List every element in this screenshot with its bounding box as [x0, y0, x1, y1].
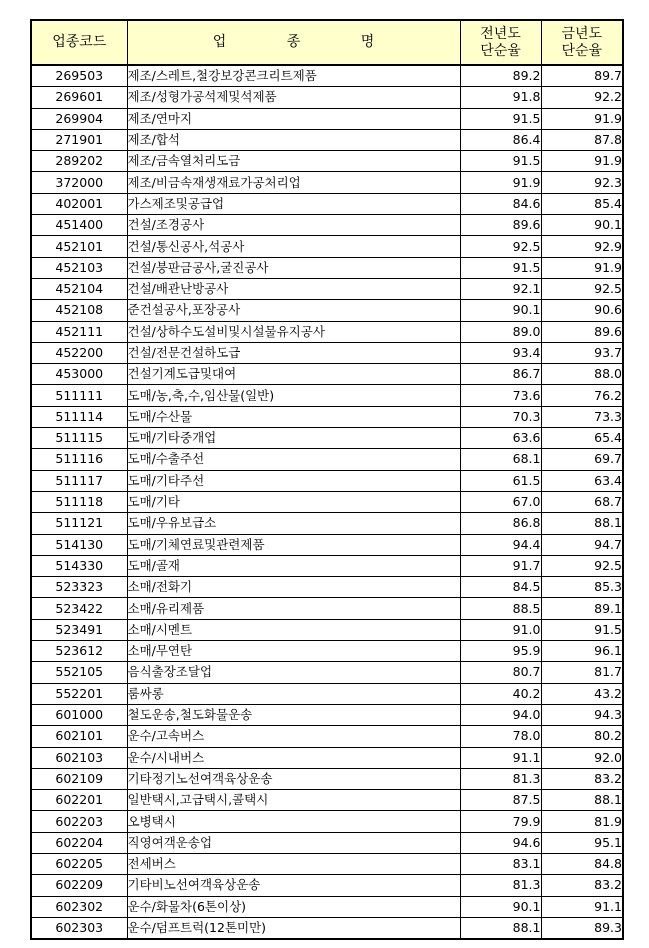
- header-prev-line2: 단순율: [480, 42, 521, 59]
- header-code: 업종코드: [31, 20, 127, 65]
- cell-code: 602209: [31, 875, 127, 896]
- table-row: [31, 619, 623, 640]
- cell-prev-rate: 70.3: [460, 406, 541, 427]
- header-prev-rate: [460, 20, 541, 65]
- cell-prev-rate: 93.4: [460, 342, 541, 363]
- cell-curr-rate: 92.2: [541, 87, 623, 108]
- table-row: [31, 449, 623, 470]
- cell-prev-rate: 40.2: [460, 683, 541, 704]
- cell-code: 269503: [31, 65, 127, 87]
- cell-curr-rate: 81.9: [541, 811, 623, 832]
- table-row: [31, 87, 623, 108]
- cell-code: 511118: [31, 491, 127, 512]
- cell-curr-rate: 76.2: [541, 385, 623, 406]
- cell-name: 도매/기체연료및관련제품: [127, 534, 460, 555]
- cell-name: 도매/수출주선: [127, 449, 460, 470]
- cell-code: 514130: [31, 534, 127, 555]
- table-row: [31, 662, 623, 683]
- cell-prev-rate: 68.1: [460, 449, 541, 470]
- cell-curr-rate: 80.2: [541, 726, 623, 747]
- cell-code: 602109: [31, 768, 127, 789]
- cell-code: 511111: [31, 385, 127, 406]
- table-row: [31, 555, 623, 576]
- table-row: [31, 151, 623, 172]
- cell-name: 철도운송,철도화물운송: [127, 704, 460, 725]
- cell-name: 건설/조경공사: [127, 215, 460, 236]
- cell-code: 511116: [31, 449, 127, 470]
- cell-name: 도매/기타: [127, 491, 460, 512]
- cell-prev-rate: 86.8: [460, 513, 541, 534]
- cell-prev-rate: 90.1: [460, 896, 541, 917]
- cell-name: 운수/화물차(6톤이상): [127, 896, 460, 917]
- cell-curr-rate: 89.1: [541, 598, 623, 619]
- table-row: [31, 129, 623, 150]
- cell-code: 602101: [31, 726, 127, 747]
- cell-prev-rate: 94.4: [460, 534, 541, 555]
- cell-curr-rate: 83.2: [541, 768, 623, 789]
- header-curr-rate: [541, 20, 623, 65]
- table-row: [31, 534, 623, 555]
- table-row: [31, 875, 623, 896]
- cell-curr-rate: 90.6: [541, 300, 623, 321]
- cell-curr-rate: 92.5: [541, 278, 623, 299]
- cell-prev-rate: 87.5: [460, 790, 541, 811]
- cell-name: 제조/스레트,철강보강콘크리트제품: [127, 65, 460, 87]
- cell-code: 602303: [31, 917, 127, 939]
- cell-name: 제조/비금속재생재료가공처리업: [127, 172, 460, 193]
- cell-prev-rate: 89.6: [460, 215, 541, 236]
- table-row: [31, 491, 623, 512]
- table-row: [31, 278, 623, 299]
- cell-name: 도매/기타중개업: [127, 428, 460, 449]
- cell-prev-rate: 89.2: [460, 65, 541, 87]
- table-row: [31, 300, 623, 321]
- cell-name: 소매/시멘트: [127, 619, 460, 640]
- table-row: [31, 768, 623, 789]
- table-row: [31, 726, 623, 747]
- cell-code: 552105: [31, 662, 127, 683]
- cell-curr-rate: 69.7: [541, 449, 623, 470]
- cell-curr-rate: 89.7: [541, 65, 623, 87]
- rate-table: [30, 19, 624, 940]
- cell-name: 도매/우유보급소: [127, 513, 460, 534]
- cell-name: 운수/덤프트럭(12톤미만): [127, 917, 460, 939]
- cell-curr-rate: 84.8: [541, 853, 623, 874]
- cell-prev-rate: 86.7: [460, 364, 541, 385]
- cell-curr-rate: 91.1: [541, 896, 623, 917]
- cell-code: 511117: [31, 470, 127, 491]
- table-row: [31, 917, 623, 939]
- cell-prev-rate: 61.5: [460, 470, 541, 491]
- table-row: [31, 896, 623, 917]
- table-row: [31, 65, 623, 87]
- cell-code: 523422: [31, 598, 127, 619]
- cell-code: 451400: [31, 215, 127, 236]
- cell-curr-rate: 83.2: [541, 875, 623, 896]
- table-row: [31, 790, 623, 811]
- cell-prev-rate: 80.7: [460, 662, 541, 683]
- cell-prev-rate: 91.1: [460, 747, 541, 768]
- cell-curr-rate: 73.3: [541, 406, 623, 427]
- table-row: [31, 364, 623, 385]
- cell-curr-rate: 91.9: [541, 108, 623, 129]
- table-row: [31, 832, 623, 853]
- cell-name: 도매/기타주선: [127, 470, 460, 491]
- cell-curr-rate: 93.7: [541, 342, 623, 363]
- header-prev-line1: 전년도: [480, 25, 521, 42]
- cell-curr-rate: 91.5: [541, 619, 623, 640]
- table-row: [31, 385, 623, 406]
- cell-name: 도매/농,축,수,임산물(일반): [127, 385, 460, 406]
- cell-prev-rate: 91.5: [460, 108, 541, 129]
- cell-curr-rate: 88.1: [541, 790, 623, 811]
- table-row: [31, 704, 623, 725]
- table-row: [31, 406, 623, 427]
- cell-code: 514330: [31, 555, 127, 576]
- cell-name: 건설/통신공사,석공사: [127, 236, 460, 257]
- cell-name: 기타정기노선여객육상운송: [127, 768, 460, 789]
- cell-code: 452103: [31, 257, 127, 278]
- cell-code: 452108: [31, 300, 127, 321]
- table-row: [31, 470, 623, 491]
- cell-name: 기타비노선여객육상운송: [127, 875, 460, 896]
- cell-prev-rate: 91.5: [460, 257, 541, 278]
- cell-name: 전세버스: [127, 853, 460, 874]
- table-row: [31, 428, 623, 449]
- cell-prev-rate: 92.5: [460, 236, 541, 257]
- cell-prev-rate: 63.6: [460, 428, 541, 449]
- cell-prev-rate: 88.1: [460, 917, 541, 939]
- cell-prev-rate: 91.8: [460, 87, 541, 108]
- cell-code: 602204: [31, 832, 127, 853]
- cell-name: 도매/수산물: [127, 406, 460, 427]
- cell-curr-rate: 92.3: [541, 172, 623, 193]
- cell-prev-rate: 91.9: [460, 172, 541, 193]
- cell-prev-rate: 79.9: [460, 811, 541, 832]
- cell-name: 제조/금속열처리도금: [127, 151, 460, 172]
- cell-name: 제조/합석: [127, 129, 460, 150]
- cell-name: 소매/무연탄: [127, 641, 460, 662]
- cell-prev-rate: 90.1: [460, 300, 541, 321]
- cell-curr-rate: 91.9: [541, 257, 623, 278]
- cell-prev-rate: 91.7: [460, 555, 541, 576]
- cell-name: 제조/성형가공석제및석제품: [127, 87, 460, 108]
- cell-curr-rate: 43.2: [541, 683, 623, 704]
- cell-curr-rate: 87.8: [541, 129, 623, 150]
- cell-curr-rate: 89.3: [541, 917, 623, 939]
- cell-name: 일반택시,고급택시,콜택시: [127, 790, 460, 811]
- cell-curr-rate: 90.1: [541, 215, 623, 236]
- cell-name: 가스제조및공급업: [127, 193, 460, 214]
- cell-prev-rate: 81.3: [460, 768, 541, 789]
- cell-code: 602302: [31, 896, 127, 917]
- cell-prev-rate: 92.1: [460, 278, 541, 299]
- cell-prev-rate: 67.0: [460, 491, 541, 512]
- header-curr-line2: 단순율: [561, 42, 603, 59]
- cell-code: 511121: [31, 513, 127, 534]
- cell-code: 523491: [31, 619, 127, 640]
- table-body: [31, 65, 623, 939]
- cell-curr-rate: 92.9: [541, 236, 623, 257]
- cell-code: 523612: [31, 641, 127, 662]
- cell-curr-rate: 88.0: [541, 364, 623, 385]
- cell-code: 602103: [31, 747, 127, 768]
- cell-code: 372000: [31, 172, 127, 193]
- cell-name: 건설/상하수도설비및시설물유지공사: [127, 321, 460, 342]
- cell-code: 552201: [31, 683, 127, 704]
- table-row: [31, 342, 623, 363]
- cell-prev-rate: 89.0: [460, 321, 541, 342]
- cell-curr-rate: 85.3: [541, 577, 623, 598]
- header-curr-line1: 금년도: [561, 25, 603, 42]
- cell-curr-rate: 91.9: [541, 151, 623, 172]
- table-row: [31, 811, 623, 832]
- cell-code: 452111: [31, 321, 127, 342]
- cell-curr-rate: 65.4: [541, 428, 623, 449]
- cell-curr-rate: 96.1: [541, 641, 623, 662]
- table-row: [31, 853, 623, 874]
- cell-curr-rate: 85.4: [541, 193, 623, 214]
- cell-code: 602205: [31, 853, 127, 874]
- header-name: 업 종 명: [127, 20, 460, 65]
- cell-name: 건설/전문건설하도급: [127, 342, 460, 363]
- cell-name: 직영여객운송업: [127, 832, 460, 853]
- cell-prev-rate: 91.0: [460, 619, 541, 640]
- cell-prev-rate: 88.5: [460, 598, 541, 619]
- cell-name: 룸싸롱: [127, 683, 460, 704]
- table-row: [31, 747, 623, 768]
- cell-code: 511114: [31, 406, 127, 427]
- table-row: [31, 257, 623, 278]
- cell-curr-rate: 68.7: [541, 491, 623, 512]
- cell-code: 269904: [31, 108, 127, 129]
- cell-curr-rate: 92.0: [541, 747, 623, 768]
- table-row: [31, 683, 623, 704]
- cell-name: 제조/연마지: [127, 108, 460, 129]
- header-row: [31, 20, 623, 65]
- cell-code: 271901: [31, 129, 127, 150]
- cell-name: 오병택시: [127, 811, 460, 832]
- cell-prev-rate: 83.1: [460, 853, 541, 874]
- cell-curr-rate: 81.7: [541, 662, 623, 683]
- table-row: [31, 108, 623, 129]
- cell-code: 269601: [31, 87, 127, 108]
- table-row: [31, 236, 623, 257]
- cell-curr-rate: 88.1: [541, 513, 623, 534]
- cell-name: 건설/배관난방공사: [127, 278, 460, 299]
- cell-prev-rate: 91.5: [460, 151, 541, 172]
- table-row: [31, 641, 623, 662]
- cell-name: 도매/골재: [127, 555, 460, 576]
- cell-code: 452104: [31, 278, 127, 299]
- table-row: [31, 321, 623, 342]
- cell-curr-rate: 95.1: [541, 832, 623, 853]
- cell-prev-rate: 81.3: [460, 875, 541, 896]
- table-row: [31, 172, 623, 193]
- cell-code: 602203: [31, 811, 127, 832]
- cell-curr-rate: 89.6: [541, 321, 623, 342]
- cell-name: 소매/전화기: [127, 577, 460, 598]
- cell-code: 601000: [31, 704, 127, 725]
- cell-code: 402001: [31, 193, 127, 214]
- cell-code: 602201: [31, 790, 127, 811]
- cell-prev-rate: 94.6: [460, 832, 541, 853]
- cell-name: 건설/붕판금공사,굴진공사: [127, 257, 460, 278]
- cell-name: 준건설공사,포장공사: [127, 300, 460, 321]
- cell-curr-rate: 94.7: [541, 534, 623, 555]
- cell-curr-rate: 63.4: [541, 470, 623, 491]
- cell-name: 소매/유리제품: [127, 598, 460, 619]
- table-row: [31, 598, 623, 619]
- cell-code: 511115: [31, 428, 127, 449]
- cell-name: 건설기계도급및대여: [127, 364, 460, 385]
- table-row: [31, 215, 623, 236]
- cell-name: 음식출장조달업: [127, 662, 460, 683]
- cell-curr-rate: 92.5: [541, 555, 623, 576]
- cell-prev-rate: 94.0: [460, 704, 541, 725]
- table-row: [31, 513, 623, 534]
- cell-prev-rate: 84.5: [460, 577, 541, 598]
- cell-prev-rate: 95.9: [460, 641, 541, 662]
- table-row: [31, 577, 623, 598]
- cell-prev-rate: 86.4: [460, 129, 541, 150]
- cell-name: 운수/시내버스: [127, 747, 460, 768]
- cell-name: 운수/고속버스: [127, 726, 460, 747]
- cell-code: 453000: [31, 364, 127, 385]
- cell-code: 452101: [31, 236, 127, 257]
- table-row: [31, 193, 623, 214]
- cell-code: 289202: [31, 151, 127, 172]
- cell-prev-rate: 84.6: [460, 193, 541, 214]
- cell-prev-rate: 73.6: [460, 385, 541, 406]
- cell-curr-rate: 94.3: [541, 704, 623, 725]
- cell-prev-rate: 78.0: [460, 726, 541, 747]
- cell-code: 523323: [31, 577, 127, 598]
- cell-code: 452200: [31, 342, 127, 363]
